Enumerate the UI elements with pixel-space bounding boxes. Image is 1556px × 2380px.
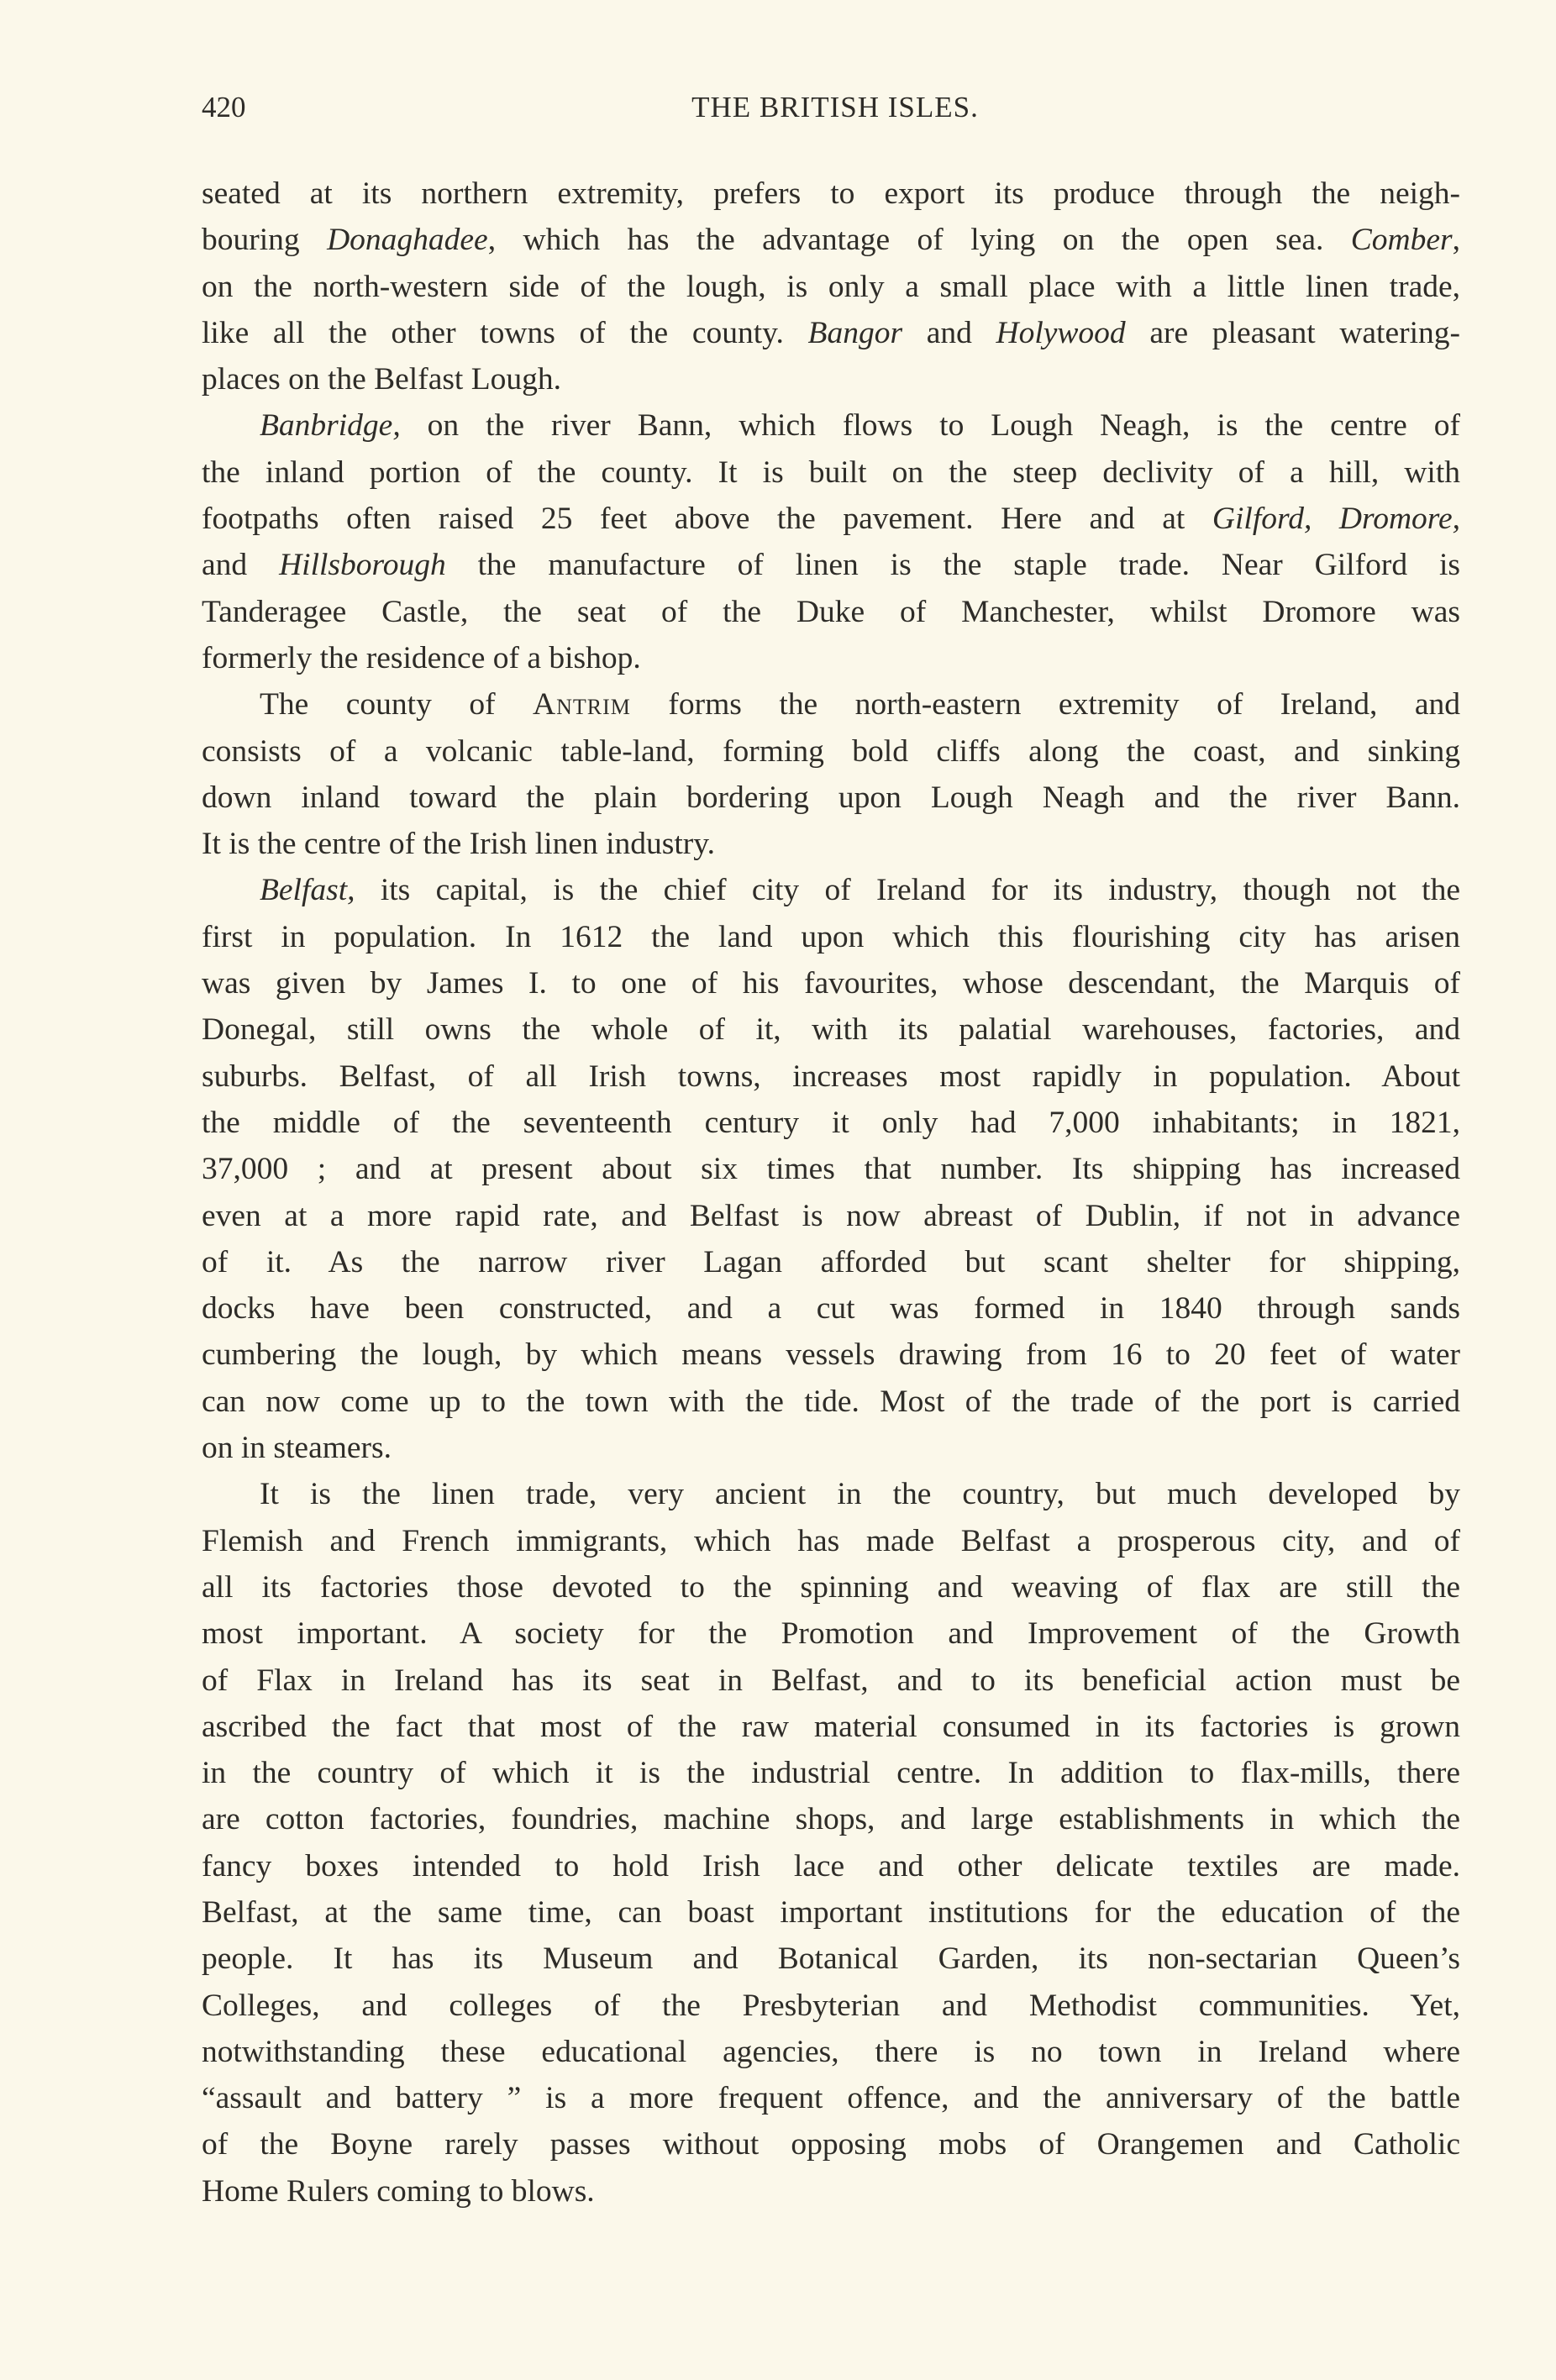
text-line [202,635,1460,681]
text-line [202,2029,1460,2075]
text-run: of it. As the narrow river Lagan afforded but scant shelter for shipping, [202,1244,1460,1279]
text-run: The county of [260,687,534,722]
text-line [202,1796,1460,1842]
page-number: 420 [202,91,246,123]
text-line [202,171,1460,217]
text-line [202,681,1460,728]
italic-place-name: Banbridge, [260,408,401,444]
text-run: on in steamers. [202,1431,392,1466]
text-line [202,1379,1460,1425]
text-line [202,1610,1460,1657]
text-line [202,264,1460,310]
text-line [202,1983,1460,2029]
paragraph [202,1471,1460,2215]
italic-place-name: Bangor [807,315,903,350]
text-run: like all the other towns of the county. [202,315,808,350]
text-run: can now come up to the town with the tide. Most of the trade of the port is carried [202,1384,1460,1419]
text-line [202,1936,1460,1982]
text-run: , [1452,223,1460,258]
text-run: are cotton factories, foundries, machine shops, and large establishments in which the [202,1802,1460,1837]
text-run: and [902,315,996,350]
text-line [202,217,1460,263]
text-line [202,960,1460,1006]
text-run: most important. A society for the Promotion and Improvement of the Growth [202,1616,1460,1652]
text-line [202,1100,1460,1146]
text-line [202,2075,1460,2121]
text-run: “assault and battery ” is a more frequent offence, and the anniversary of the battle [202,2081,1460,2116]
text-run: Flemish and French immigrants, which has made Belfast a prosperous city, and of [202,1523,1460,1558]
text-line [202,821,1460,867]
text-line [202,1471,1460,1517]
text-run: formerly the residence of a bishop. [202,640,641,675]
text-run: first in population. In 1612 the land upon which this flourishing city has arisen [202,919,1460,954]
text-run: bouring [202,223,328,258]
italic-place-name: Donaghadee [327,223,488,258]
text-run: Colleges, and colleges of the Presbyterian and Methodist communities. Yet, [202,1988,1460,2023]
text-run: 37,000 ; and at present about six times that number. Its shipping has increased [202,1152,1460,1187]
text-run: on the river Bann, which flows to Lough Neagh, is the centre of [400,408,1460,444]
text-line [202,1750,1460,1796]
text-run: on the north-western side of the lough, is only a small place with a little linen trade, [202,269,1460,304]
text-run: It is the linen trade, very ancient in the country, but much developed by [260,1477,1460,1512]
text-run: forms the north-eastern extremity of Ireland, and [630,687,1460,722]
text-run: consists of a volcanic table-land, forming bold cliffs along the coast, and sinking [202,733,1460,769]
text-run: It is the centre of the Irish linen industry. [202,827,715,862]
text-run: in the country of which it is the industrial centre. In addition to flax-mills, there [202,1756,1460,1791]
small-caps-county: Antrim [533,687,631,722]
text-run: fancy boxes intended to hold Irish lace and other delicate textiles are made. [202,1848,1460,1884]
text-line [202,1332,1460,1378]
text-line [202,728,1460,775]
text-run: notwithstanding these educational agencies, there is no town in Ireland where [202,2034,1460,2069]
italic-place-name: Comber [1350,223,1453,258]
text-line [202,867,1460,913]
text-line [202,2121,1460,2167]
italic-place-name: Gilford, Dromore, [1212,502,1460,537]
text-line [202,449,1460,496]
text-line [202,310,1460,356]
running-title: THE BRITISH ISLES. [691,91,979,123]
text-run: the manufacture of linen is the staple trade. Near Gilford is [445,548,1460,583]
text-run: Donegal, still owns the whole of it, with its palatial warehouses, factories, and [202,1012,1460,1048]
text-line [202,1518,1460,1564]
text-line [202,1843,1460,1889]
text-line [202,542,1460,588]
text-line [202,356,1460,402]
text-run: all its factories those devoted to the spinning and weaving of flax are still the [202,1569,1460,1605]
text-line [202,1658,1460,1704]
italic-place-name: Holywood [996,315,1126,350]
italic-place-name: Belfast, [260,873,355,908]
text-run: Belfast, at the same time, can boast important institutions for the education of the [202,1894,1460,1930]
text-line [202,1889,1460,1936]
text-line [202,1564,1460,1610]
text-run: suburbs. Belfast, of all Irish towns, increases most rapidly in population. About [202,1059,1460,1094]
text-run: footpaths often raised 25 feet above the pavement. Here and at [202,502,1212,537]
text-run: down inland toward the plain bordering upon Lough Neagh and the river Bann. [202,780,1460,815]
text-run: the inland portion of the county. It is built on the steep declivity of a hill, with [202,454,1460,490]
paragraph [202,867,1460,1471]
italic-place-name: Hillsborough [279,548,446,583]
text-run: even at a more rapid rate, and Belfast is now abreast of Dublin, if not in advance [202,1198,1460,1233]
text-run: of Flax in Ireland has its seat in Belfast, and to its beneficial action must be [202,1663,1460,1698]
text-line [202,914,1460,960]
text-run: Home Rulers coming to blows. [202,2173,595,2209]
text-line [202,2168,1460,2215]
text-run: and [202,548,280,583]
running-header [202,91,1460,133]
text-run: Tanderagee Castle, the seat of the Duke of Manchester, whilst Dromore was [202,594,1460,629]
paragraph [202,402,1460,681]
text-run: was given by James I. to one of his favourites, whose descendant, the Marquis of [202,966,1460,1001]
text-run: of the Boyne rarely passes without opposing mobs of Orangemen and Catholic [202,2127,1460,2162]
text-line [202,1146,1460,1192]
paragraph [202,681,1460,867]
text-line [202,589,1460,635]
text-run: , which has the advantage of lying on the open sea. [487,223,1351,258]
paragraph [202,171,1460,402]
text-run: people. It has its Museum and Botanical Garden, its non-sectarian Queen’s [202,1941,1460,1977]
text-run: docks have been constructed, and a cut was formed in 1840 through sands [202,1291,1460,1327]
text-line [202,402,1460,449]
text-run: places on the Belfast Lough. [202,362,562,397]
text-line [202,1285,1460,1332]
text-line [202,1053,1460,1100]
text-run: are pleasant watering- [1125,315,1460,350]
text-run: cumbering the lough, by which means vessels drawing from 16 to 20 feet of water [202,1337,1460,1373]
text-line [202,775,1460,821]
text-run: ascribed the fact that most of the raw material consumed in its factories is grown [202,1709,1460,1744]
text-line [202,1425,1460,1471]
text-line [202,496,1460,542]
text-run: seated at its northern extremity, prefers to export its produce through the neigh- [202,176,1460,211]
text-line [202,1704,1460,1750]
text-line [202,1239,1460,1285]
body-text [202,171,1460,2215]
text-line [202,1006,1460,1053]
text-run: its capital, is the chief city of Ireland for its industry, though not the [355,873,1460,908]
text-run: the middle of the seventeenth century it only had 7,000 inhabitants; in 1821, [202,1105,1460,1140]
text-line [202,1193,1460,1239]
